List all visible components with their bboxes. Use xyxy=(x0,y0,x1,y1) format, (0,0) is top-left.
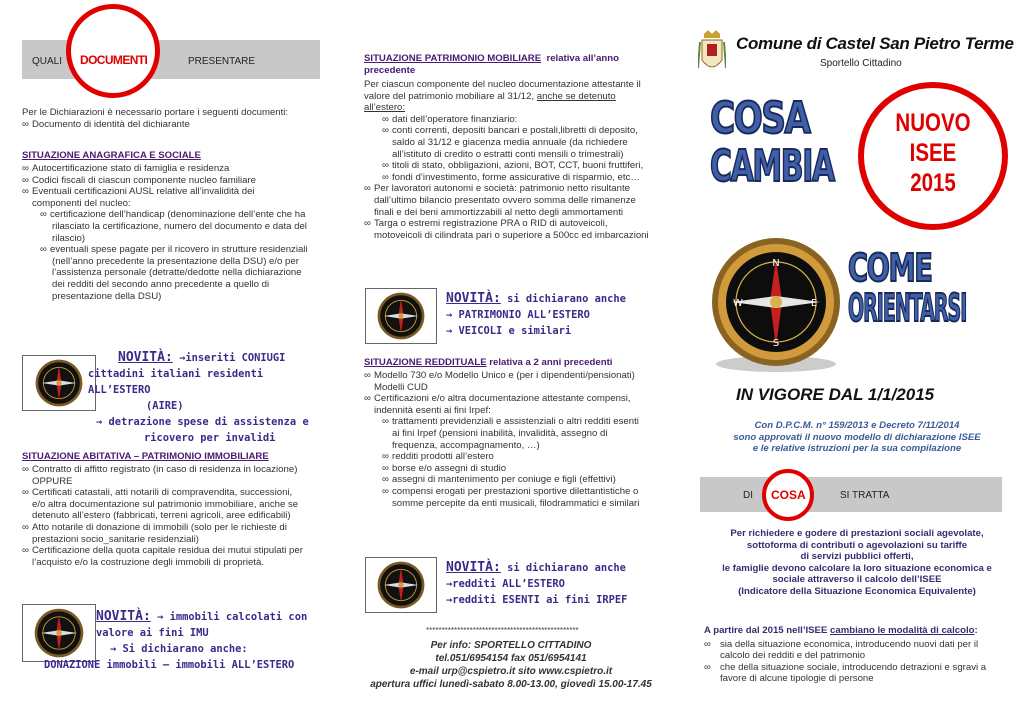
mobiliare-title-text: SITUAZIONE PATRIMONIO MOBILIARE xyxy=(364,53,542,64)
partire-text: A partire dal 2015 nell’ISEE xyxy=(704,625,828,636)
list-item: titoli di stato, obbligazioni, azioni, BOT, CCT, buoni fruttiferi, xyxy=(392,160,644,172)
list-item: presentazione della DSU) xyxy=(52,290,162,302)
list-item: che della situazione sociale, introducendo detrazioni e sgravi a xyxy=(720,661,987,673)
bar-left-text: DI xyxy=(743,490,753,501)
coat-of-arms-icon xyxy=(698,30,726,76)
desc-line: sottoforma di contributi o agevolazioni su tariffe xyxy=(746,539,968,551)
svg-text:E: E xyxy=(810,298,818,309)
novita-line: → immobili calcolati con xyxy=(157,611,308,623)
middle-panel xyxy=(352,0,670,724)
header-left-text: QUALI xyxy=(32,56,63,67)
list-item: Per lavoratori autonomi e società: patrimonio netto risultante xyxy=(374,183,630,195)
list-item: (nell’anno precedente la presentazione della DSU) e/o per xyxy=(52,255,299,267)
isee-text: ISEE xyxy=(909,139,957,167)
list-item: compensi erogati per prestazioni sportive dilettantistiche o xyxy=(392,485,639,497)
novita-line: (AIRE) xyxy=(146,400,184,412)
list-item: all’istituto di credito o estratti conti mensili o trimestrali) xyxy=(392,148,624,160)
list-item: dei redditi del secondo anno precedente a quello di xyxy=(52,278,270,290)
list-item: componenti del nucleo: xyxy=(32,197,131,209)
desc-line: sociale attraverso il calcolo dell’ISEE xyxy=(772,574,942,586)
list-item: rilasciato la certificazione, numero del documento e data del xyxy=(52,220,307,232)
list-item: Atto notarile di donazione di immobili (solo per le richieste di xyxy=(32,521,287,533)
dpcm-line: sono approvati il nuovo modello di dichiarazione ISEE xyxy=(733,431,981,443)
novita-title: NOVITÀ: xyxy=(96,609,151,624)
novita-box-1 xyxy=(88,350,328,446)
list-item: conti correnti, depositi bancari e postali,libretti di deposito, xyxy=(392,125,638,137)
list-item: assegni di mantenimento per coniuge e figli (effettivi) xyxy=(392,474,616,486)
novita-line: DONAZIONE immobili – immobili ALL’ESTERO xyxy=(44,659,295,671)
novita-line: →inseriti CONIUGI xyxy=(179,352,286,364)
desc-line: di servizi pubblici offerti, xyxy=(800,551,914,563)
dpcm-line: Con D.P.C.M. n° 159/2013 e Decreto 7/11/2014 xyxy=(754,420,960,431)
anagrafica-title: SITUAZIONE ANAGRAFICA E SOCIALE xyxy=(22,150,201,161)
desc-line: Per richiedere e godere di prestazioni sociali agevolate, xyxy=(730,528,984,539)
list-item: all’estero: xyxy=(364,102,406,114)
list-item: ai fini Irpef (pensioni inabilità, invalidità, assegno di xyxy=(392,427,608,439)
comune-title: Comune di Castel San Pietro Terme xyxy=(736,34,1014,53)
novita-line: cittadini italiani residenti ALL’ESTERO xyxy=(88,368,264,396)
partire-end: : xyxy=(974,625,978,636)
list-item: Per ciascun componente del nucleo documentazione attestante il xyxy=(364,79,641,90)
cosa-label: COSA xyxy=(771,488,806,502)
cosa-cambia-block xyxy=(710,95,860,191)
list-item: certificazione dell’handicap (denominazione dell’ente che ha xyxy=(50,209,306,221)
novita-line: → PATRIMONIO ALL’ESTERO xyxy=(446,309,590,321)
list-item: Certificazioni e/o altra documentazione attestante compensi, xyxy=(374,393,631,405)
cosa-text: COSA xyxy=(710,93,810,144)
reddituale-title-rest: relativa a 2 anni precedenti xyxy=(489,357,613,368)
info-line: tel.051/6954154 fax 051/6954141 xyxy=(435,653,587,664)
right-panel xyxy=(690,0,1024,724)
mobiliare-title-line2: precedente xyxy=(364,64,416,76)
reddituale-list: ∞ Modello 730 e/o Modello Unico e (per i dipendenti/pensionati) Modelli CUD ∞ Certificazioni e/o altra documentazione attestante compensi, indennità esenti ai fini Irpef: ∞ trattamenti previdenziali e assistenziali o altri redditi esenti ai fini Irpef (pensioni inabilità, invalidità, assegno di frequenza, accompagnamento, …) ∞ redditi prodotti all’estero ∞ borse e/o assegni di studio ∞ assegni di mantenimento per coniuge e figli (effettivi) ∞ compensi erogati per prestazioni sportive dilettantistiche o somme percepite da enti musicali, filodrammatici e similari xyxy=(364,370,640,509)
novita-box-2 xyxy=(44,609,340,673)
sportello-subtitle: Sportello Cittadino xyxy=(820,58,902,69)
cambia-text: CAMBIA xyxy=(710,141,834,192)
list-item: trattamenti previdenziali e assistenziali o altri redditi esenti xyxy=(392,416,639,428)
list-item: motoveicoli di cilindrata pari o superiore a 500cc ed imbarcazioni xyxy=(374,229,649,241)
list-item: rilascio) xyxy=(52,232,86,244)
list-item: l’acquisto e/o la costruzione degli immobili di proprietà. xyxy=(32,556,264,568)
list-item: Autocertificazione stato di famiglia e residenza xyxy=(32,163,230,174)
novita-line: → Si dichiarano anche: xyxy=(110,643,248,655)
list-item: indennità esenti ai fini Irpef: xyxy=(374,404,491,416)
novita-title: NOVITÀ: xyxy=(118,350,173,365)
separator-stars: ************************************************* xyxy=(426,626,579,635)
list-item: Contratto di affitto registrato (in caso di residenza in locazione) xyxy=(32,464,298,475)
dpcm-line: e le relative istruzioni per la sua compilazione xyxy=(752,443,962,455)
novita-line: →redditi ESENTI ai fini IRPEF xyxy=(446,594,628,606)
header-right-text: PRESENTARE xyxy=(188,56,256,67)
list-item: eventuali spese pagate per il ricovero in strutture residenziali xyxy=(50,244,308,256)
partire-underlined: cambiano le modalità di calcolo xyxy=(830,625,975,636)
novita-title: NOVITÀ: xyxy=(446,560,501,575)
novita-box-4 xyxy=(446,560,670,608)
nuovo-isee-text xyxy=(858,108,1008,198)
list-item: dati dell’operatore finanziario: xyxy=(392,113,518,125)
list-item: somme percepite da enti musicali, filodrammatici e similari xyxy=(392,497,640,509)
svg-text:N: N xyxy=(772,258,780,269)
mobiliare-title-rest: relativa all’anno xyxy=(546,53,619,64)
in-vigore-title: IN VIGORE DAL 1/1/2015 xyxy=(736,385,935,404)
list-item: Certificazione della quota capitale residua dei mutui stipulati per xyxy=(32,545,303,557)
list-item: Modelli CUD xyxy=(374,381,428,393)
list-item: saldo al 31/12 e giacenza media annuale (da richiedere xyxy=(392,136,628,148)
list-item: e/o altra documentazione sul patrimonio immobiliare, anche se xyxy=(32,498,299,510)
come-text: COME xyxy=(848,246,932,290)
novita-box-3 xyxy=(446,291,670,339)
compass-icon xyxy=(372,559,430,611)
year-text: 2015 xyxy=(910,169,956,197)
novita-line: →redditi ALL’ESTERO xyxy=(446,578,565,590)
list-item: valore del patrimonio mobiliare al 31/12, xyxy=(364,90,535,102)
list-item: prestazioni socio_sanitarie residenziali) xyxy=(32,533,199,545)
compass-icon xyxy=(372,290,430,342)
novita-line: valore ai fini IMU xyxy=(96,627,209,639)
anagrafica-list: ∞ Autocertificazione stato di famiglia e residenza ∞ Codici fiscali di ciascun componente nucleo familiare ∞ Eventuali certificazioni AUSL relative all’invalidità dei componenti del nucleo: ∞ certificazione dell’handicap (denominazione dell’ente che ha rilasciato la certificazione, numero del documento e data del rilascio) ∞ eventuali spese pagate per il ricovero in strutture residenziali (nell’anno precedente la presentazione della DSU) e/o per l’assistenza personale (detratte/dedotte nella dichiarazione dei redditi del secondo anno precedente a quello di presentazione della DSU) xyxy=(22,163,308,302)
list-item: calcolo dei redditi e del patrimonio xyxy=(720,650,866,662)
list-item: Modello 730 e/o Modello Unico e (per i dipendenti/pensionati) xyxy=(374,370,635,381)
documents-label: DOCUMENTI xyxy=(80,53,148,67)
mobiliare-list: Per ciascun componente del nucleo documentazione attestante il valore del patrimonio mobiliare al 31/12, anche se detenuto all’estero: ∞ dati dell’operatore finanziario: ∞ conti correnti, depositi bancari e postali,libretti di deposito, saldo al 31/12 e giacenza media annuale (da richiedere all’istituto di credito o estratti conti mensili o trimestrali) ∞ titoli di stato, obbligazioni, azioni, BOT, CCT, buoni fruttiferi, ∞ fondi d’investimento, forme assicurative di risparmio, etc… ∞ Per lavoratori autonomi e società: patrimonio netto risultante dall’ultimo bilancio presentato ovvero somma delle rimanenze finali e dei beni ammortizzabili al netto degli ammortamenti ∞ Targa o estremi registrazione PRA o RID di autoveicoli, motoveicoli di cilindrata pari o superiore a 500cc ed imbarcazioni xyxy=(364,79,649,241)
list-item: favore di alcune tipologie di persone xyxy=(720,673,874,685)
bar-right-text: SI TRATTA xyxy=(840,490,890,501)
list-item: OPPURE xyxy=(32,475,73,487)
list-item: l’assistenza personale (detratte/dedotte nella dichiarazione xyxy=(52,267,302,279)
list-item: sia della situazione economica, introducendo nuovi dati per il xyxy=(720,638,979,650)
mobiliare-title xyxy=(364,53,670,76)
reddituale-title xyxy=(364,357,670,369)
novita-line: → detrazione spese di assistenza e xyxy=(96,416,309,428)
list-item: Certificati catastali, atti notarili di compravendita, successioni, xyxy=(32,487,293,499)
compass-large-icon xyxy=(704,236,848,376)
info-line: e-mail urp@cspietro.it sito www.cspietro.it xyxy=(409,666,613,677)
novita-line: si dichiarano anche xyxy=(507,562,626,574)
novita-line: → VEICOLI e similari xyxy=(446,325,572,337)
compass-image xyxy=(22,355,96,411)
info-line: Per info: SPORTELLO CITTADINO xyxy=(430,640,592,651)
intro-item: Documento di identità del dichiarante xyxy=(32,118,190,130)
list-item: finali e dei beni ammortizzabili al netto degli ammortamenti xyxy=(374,206,624,218)
come-orientarsi-block xyxy=(848,248,1008,328)
abitativa-list: ∞ Contratto di affitto registrato (in caso di residenza in locazione) OPPURE ∞ Certificati catastali, atti notarili di compravendita, successioni, e/o altra documentazione sul patrimonio immobiliare, anche se detenuto all’estero (fabbricati, terreni agricoli, aree edificabili) ∞ Atto notarile di donazione di immobili (solo per le richieste di prestazioni socio_sanitarie residenziali) ∞ Certificazione della quota capitale residua dei mutui stipulati per l’acquisto e/o la costruzione degli immobili di proprietà. xyxy=(22,464,303,568)
documents-red-ring xyxy=(66,4,160,98)
list-item: redditi prodotti all’estero xyxy=(392,451,494,463)
nuovo-text: NUOVO xyxy=(895,109,971,137)
compass-image xyxy=(365,288,437,344)
abitativa-title: SITUAZIONE ABITATIVA – PATRIMONIO IMMOBILIARE xyxy=(22,451,269,462)
novita-title: NOVITÀ: xyxy=(446,291,501,306)
left-panel xyxy=(0,0,335,724)
dpcm-block xyxy=(690,420,1024,455)
list-item: frequenza, accompagnamento, …) xyxy=(392,439,540,451)
list-item: borse e/o assegni di studio xyxy=(392,462,507,474)
intro-block: Per le Dichiarazioni è necessario portare i seguenti documenti: ∞ Documento di identità del dichiarante xyxy=(22,107,322,130)
novita-line: si dichiarano anche xyxy=(507,293,626,305)
svg-text:W: W xyxy=(733,298,743,309)
orientarsi-text: ORIENTARSI xyxy=(848,286,967,330)
list-item: Eventuali certificazioni AUSL relative all’invalidità dei xyxy=(32,186,255,198)
intro-text: Per le Dichiarazioni è necessario portare i seguenti documenti: xyxy=(22,107,289,118)
desc-line: le famiglie devono calcolare la loro situazione economica e xyxy=(722,562,992,574)
info-line: apertura uffici lunedì-sabato 8.00-13.00, giovedì 15.00-17.45 xyxy=(370,679,652,690)
list-item: anche se detenuto xyxy=(536,90,616,102)
list-item: dall’ultimo bilancio presentato ovvero somma delle rimanenze xyxy=(374,194,636,206)
list-item: Targa o estremi registrazione PRA o RID di autoveicoli, xyxy=(374,218,608,230)
partire-block: A partire dal 2015 nell’ISEE cambiano le modalità di calcolo: ∞ sia della situazione economica, introducendo nuovi dati per il calcolo dei redditi e del patrimonio ∞ che della situazione sociale, introducendo detrazioni e sgravi a favore di alcune tipologie di persone xyxy=(704,625,987,685)
list-item: detenuto all’estero (fabbricati, terreni agricoli, aree edificabili) xyxy=(32,510,291,522)
compass-icon xyxy=(29,357,89,409)
list-item: fondi d’investimento, forme assicurative di risparmio, etc… xyxy=(392,171,640,183)
list-item: Codici fiscali di ciascun componente nucleo familiare xyxy=(32,174,256,186)
reddituale-title-text: SITUAZIONE REDDITUALE xyxy=(364,357,487,368)
compass-image xyxy=(365,557,437,613)
desc-line: (Indicatore della Situazione Economica Equivalente) xyxy=(738,585,976,597)
di-cosa-si-tratta-bar xyxy=(700,477,1002,512)
novita-line: ricovero per invalidi xyxy=(144,432,276,444)
svg-text:S: S xyxy=(772,338,780,349)
contact-info xyxy=(352,639,670,691)
description-block xyxy=(690,528,1024,598)
